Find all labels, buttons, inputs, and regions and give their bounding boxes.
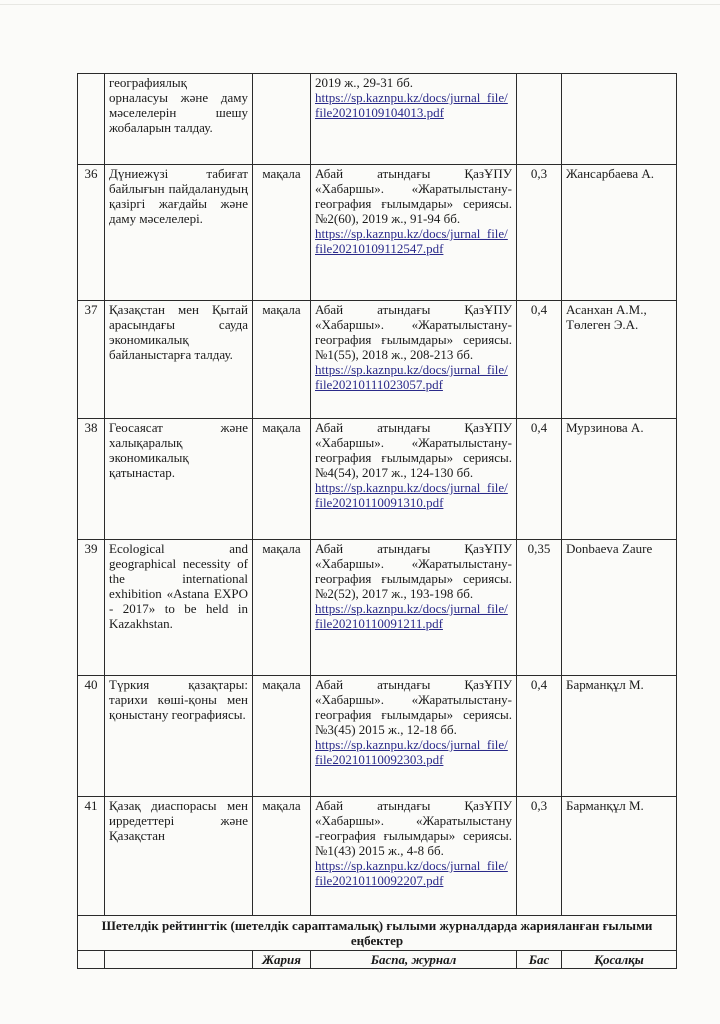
publication-text: Абай атындағы ҚазҰПУ «Хабаршы». «Жаратылыстану -география ғылымдары» сериясы. №1(43) 2015 ж., 4-8 бб. xyxy=(315,798,512,858)
publication-info xyxy=(311,419,517,540)
work-title: Түркия қазақтары: тарихи көші-қоны мен қоныстану географиясы. xyxy=(105,676,253,797)
publication-text: Абай атындағы ҚазҰПУ «Хабаршы». «Жаратылыстану-география ғылымдары» сериясы. №1(55), 2018 ж., 208-213 бб. xyxy=(315,302,512,362)
header-title xyxy=(105,951,253,969)
table-row xyxy=(78,74,677,165)
publication-text: Абай атындағы ҚазҰПУ «Хабаршы». «Жаратылыстану-география ғылымдары» сериясы. №4(54), 2017 ж., 124-130 бб. xyxy=(315,420,512,480)
table-row xyxy=(78,676,677,797)
publication-link[interactable]: https://sp.kaznpu.kz/docs/jurnal_file/file20210109112547.pdf xyxy=(315,226,508,256)
volume: 0,3 xyxy=(517,165,562,301)
publication-info xyxy=(311,165,517,301)
coauthors: Барманқұл М. xyxy=(562,797,677,916)
work-type: мақала xyxy=(253,165,311,301)
publication-info xyxy=(311,301,517,419)
header-coauthors: Қосалқы xyxy=(562,951,677,969)
section-title: Шетелдік рейтингтік (шетелдік сараптамалық) ғылыми журналдарда жарияланған ғылыми еңбектер xyxy=(78,916,677,951)
volume: 0,35 xyxy=(517,540,562,676)
publication-link[interactable]: https://sp.kaznpu.kz/docs/jurnal_file/file20210111023057.pdf xyxy=(315,362,508,392)
section-heading-row xyxy=(78,916,677,951)
publication-text: Абай атындағы ҚазҰПУ «Хабаршы». «Жаратылыстану-география ғылымдары» сериясы. №2(60), 2019 ж., 91-94 бб. xyxy=(315,166,512,226)
work-type: мақала xyxy=(253,540,311,676)
table-row xyxy=(78,540,677,676)
header-publisher-journal: Баспа, журнал xyxy=(311,951,517,969)
work-title: Қазақ диаспорасы мен ирредеттері және Қазақстан xyxy=(105,797,253,916)
table-row xyxy=(78,165,677,301)
work-title: географиялық орналасуы және даму мәселелерін шешу жобаларын талдау. xyxy=(105,74,253,165)
header-number xyxy=(78,951,105,969)
row-number: 36 xyxy=(78,165,105,301)
publication-info xyxy=(311,540,517,676)
scan-edge-line xyxy=(0,4,720,5)
volume: 0,3 xyxy=(517,797,562,916)
work-title: Қазақстан мен Қытай арасындағы сауда экономикалық байланыстарға талдау. xyxy=(105,301,253,419)
row-number: 41 xyxy=(78,797,105,916)
publication-info xyxy=(311,676,517,797)
publication-text: Абай атындағы ҚазҰПУ «Хабаршы». «Жаратылыстану-география ғылымдары» сериясы. №3(45) 2015 ж., 12-18 бб. xyxy=(315,677,512,737)
work-title: Дүниежүзі табиғат байлығын пайдаланудың қазіргі жағдайы және даму мәселелері. xyxy=(105,165,253,301)
coauthors: Donbaeva Zaure xyxy=(562,540,677,676)
table-row xyxy=(78,301,677,419)
coauthors: Барманқұл М. xyxy=(562,676,677,797)
publication-text: Абай атындағы ҚазҰПУ «Хабаршы». «Жаратылыстану-география ғылымдары» сериясы. №2(52), 2017 ж., 193-198 бб. xyxy=(315,541,512,601)
publication-link[interactable]: https://sp.kaznpu.kz/docs/jurnal_file/file20210110092303.pdf xyxy=(315,737,508,767)
publication-link[interactable]: https://sp.kaznpu.kz/docs/jurnal_file/file20210109104013.pdf xyxy=(315,90,508,120)
publication-text: 2019 ж., 29-31 бб. xyxy=(315,75,414,90)
row-number xyxy=(78,74,105,165)
row-number: 37 xyxy=(78,301,105,419)
header-published: Жария xyxy=(253,951,311,969)
publication-link[interactable]: https://sp.kaznpu.kz/docs/jurnal_file/file20210110091310.pdf xyxy=(315,480,508,510)
publication-link[interactable]: https://sp.kaznpu.kz/docs/jurnal_file/file20210110092207.pdf xyxy=(315,858,508,888)
work-type: мақала xyxy=(253,797,311,916)
publication-info xyxy=(311,797,517,916)
header-volume: Бас xyxy=(517,951,562,969)
publications-table xyxy=(77,73,677,969)
table-header-row xyxy=(78,951,677,969)
work-type: мақала xyxy=(253,301,311,419)
coauthors: Асанхан А.М., Төлеген Э.А. xyxy=(562,301,677,419)
work-type: мақала xyxy=(253,676,311,797)
volume: 0,4 xyxy=(517,301,562,419)
table-row xyxy=(78,797,677,916)
row-number: 39 xyxy=(78,540,105,676)
coauthors: Мурзинова А. xyxy=(562,419,677,540)
volume: 0,4 xyxy=(517,419,562,540)
work-title: Ecological and geographical necessity of the international exhibition «Astana EXPO - 2017» to be held in Kazakhstan. xyxy=(105,540,253,676)
table-row xyxy=(78,419,677,540)
publication-link[interactable]: https://sp.kaznpu.kz/docs/jurnal_file/file20210110091211.pdf xyxy=(315,601,508,631)
work-title: Геосаясат және халықаралық экономикалық қатынастар. xyxy=(105,419,253,540)
work-type xyxy=(253,74,311,165)
row-number: 38 xyxy=(78,419,105,540)
coauthors xyxy=(562,74,677,165)
volume xyxy=(517,74,562,165)
publication-info xyxy=(311,74,517,165)
volume: 0,4 xyxy=(517,676,562,797)
row-number: 40 xyxy=(78,676,105,797)
work-type: мақала xyxy=(253,419,311,540)
coauthors: Жансарбаева А. xyxy=(562,165,677,301)
